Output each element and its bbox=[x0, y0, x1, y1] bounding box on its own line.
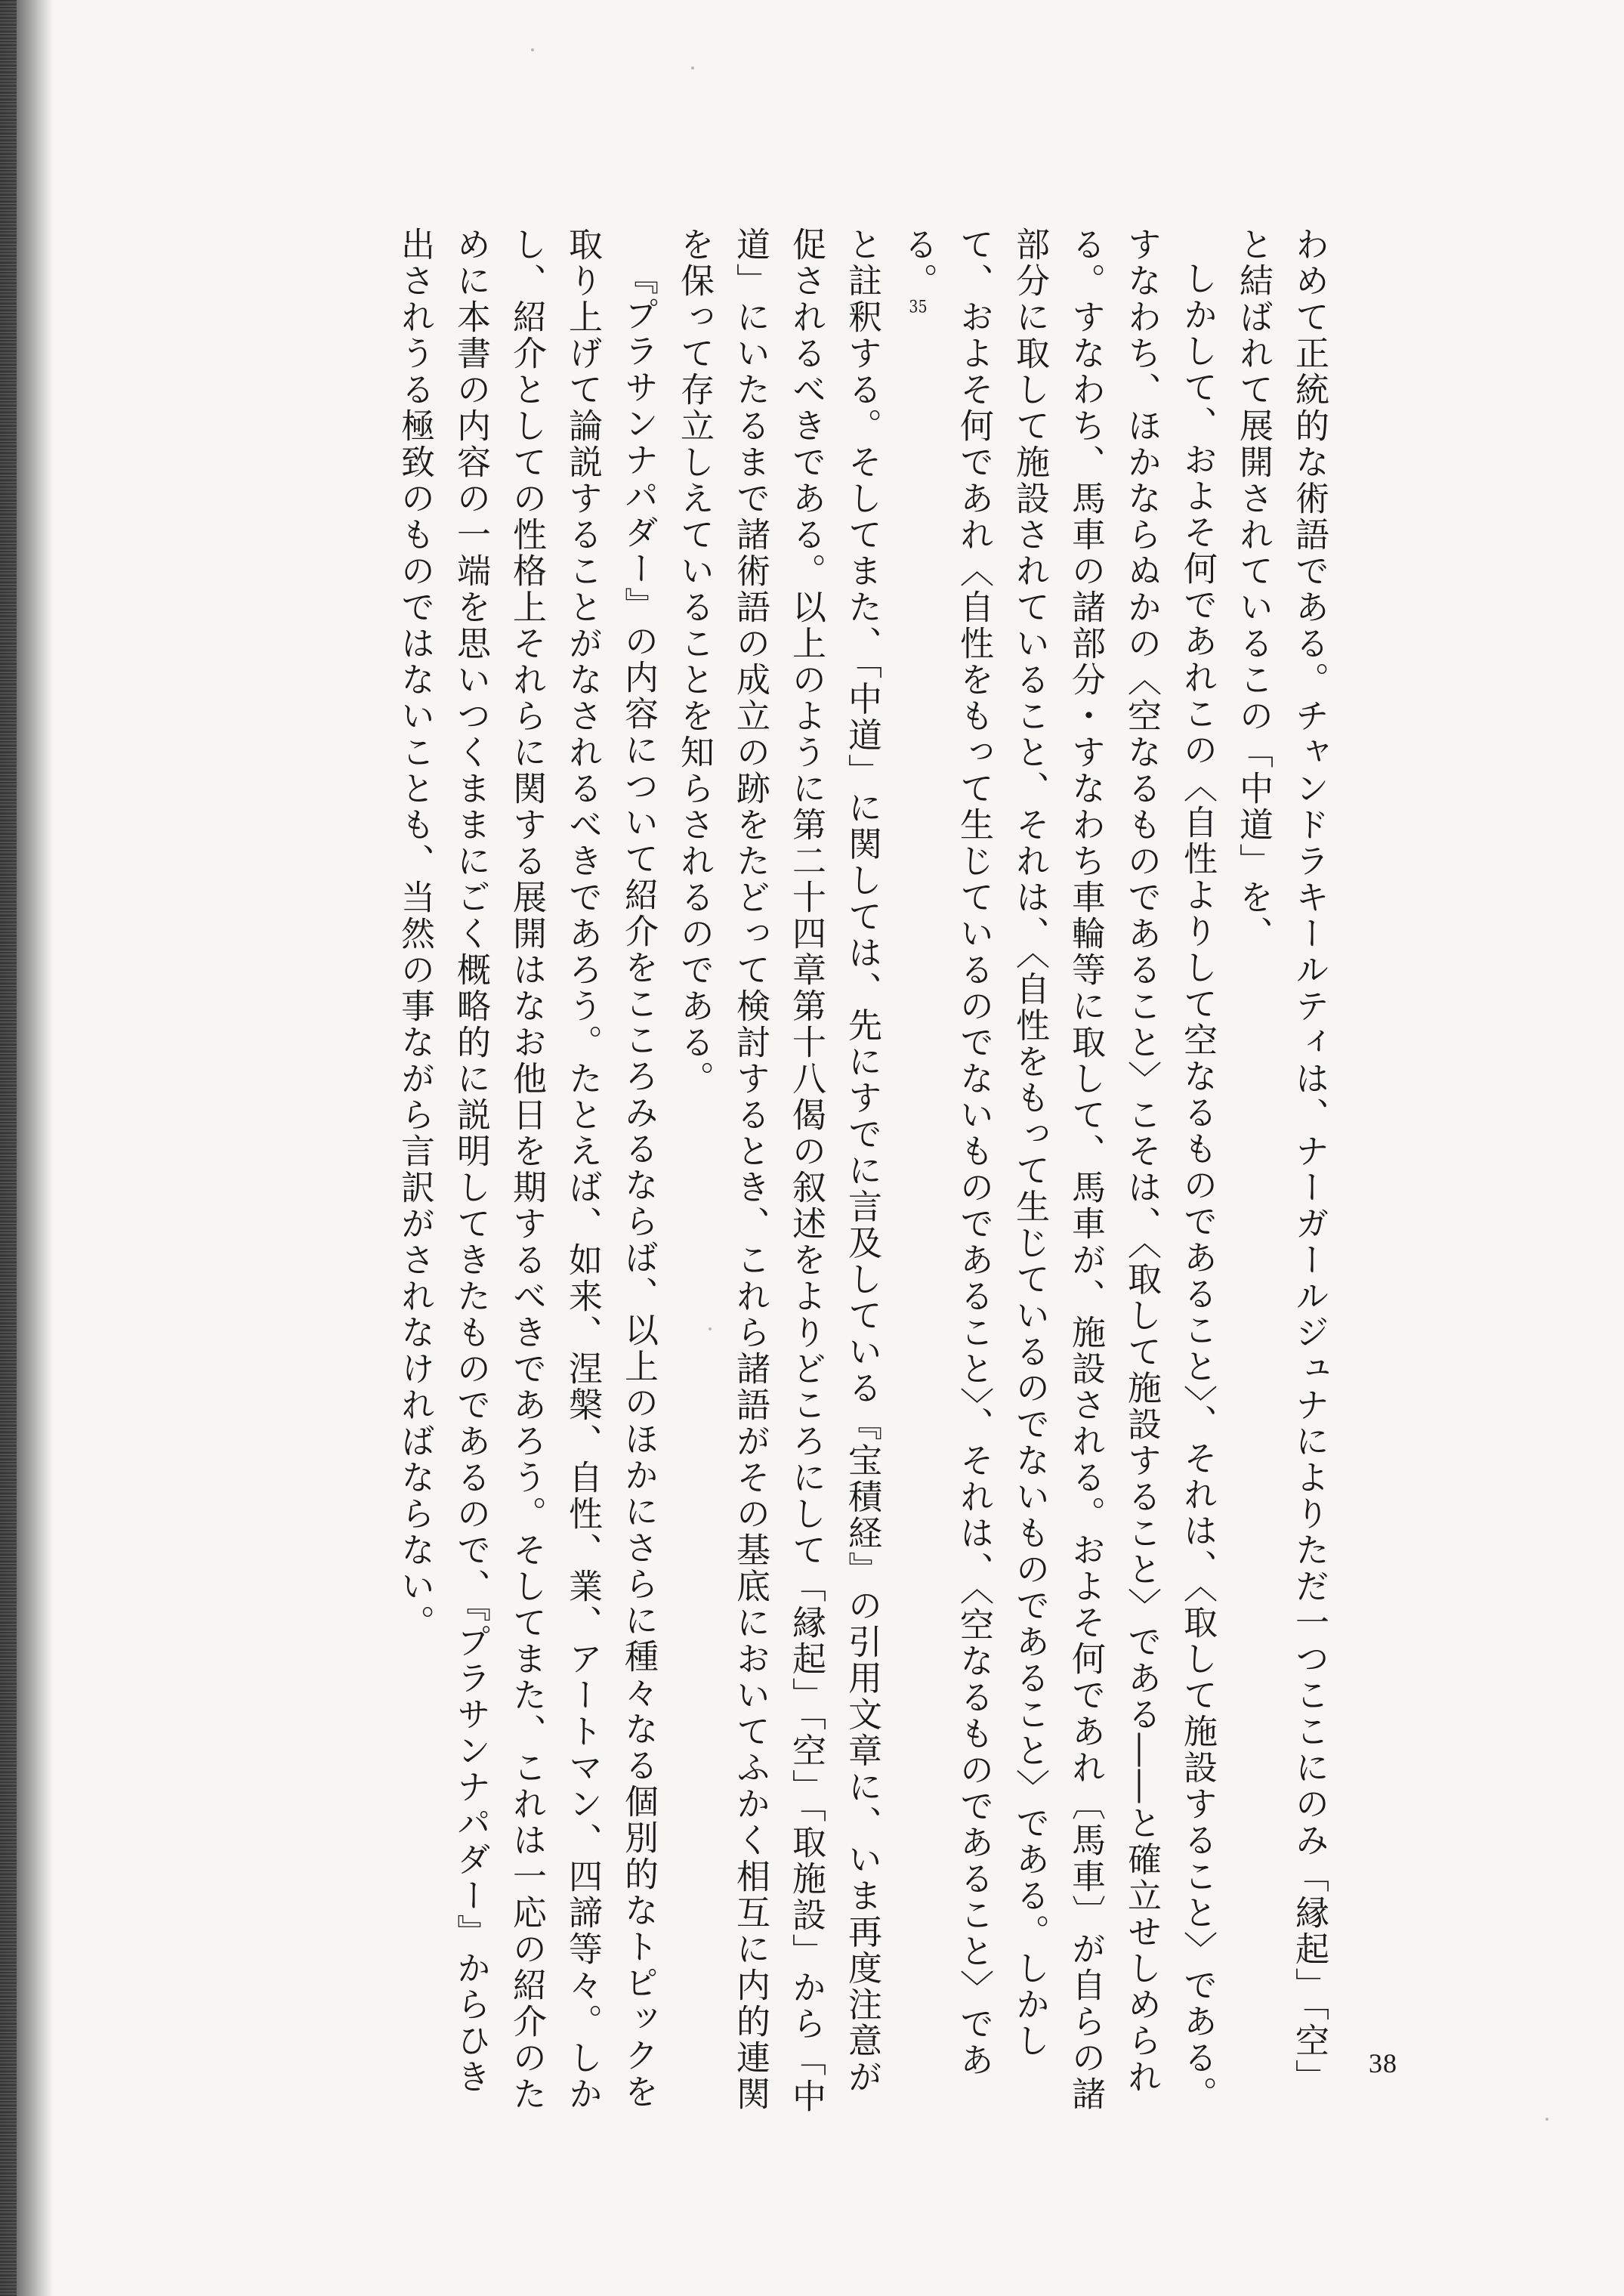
paragraph-prasannapada: 『プラサンナパダー』の内容について紹介をこころみるならば、以上のほかにさらに種々なる個別的なトピックを取り上げて論説することがなされるべきであろう。たとえば、如来、涅槃、自性、業、アートマン、四諦等々。しかし、紹介としての性格上それらに関する展開はなお他日を期するべきであろう。そしてまた、これは一応の紹介のために本書の内容の一端を思いつくままにごく概略的に説明してきたものであるので、『プラサンナパダー』からひき出されうる極致のものではないことも、当然の事ながら言訳がされなければならない。 bbox=[395, 227, 659, 2112]
quotation-text: しかして、およそ何であれこの〈自性よりして空なるものであること〉、それは、〈取して施設すること〉である。すなわち、ほかならぬかの〈空なるものであること〉こそは、〈取して施設すること〉である――と確立せしめられる。すなわち、馬車の諸部分・すなわち車輪等に取して、馬車が、施設される。およそ何であれ〔馬車〕が自らの諸部分に取して施設されていること、それは、〈自性をもって生じているのでないものであること〉である。しかして、およそ何であれ〈自性をもって生じているのでないものであること〉、それは、〈空なるものであること〉である。 bbox=[898, 227, 1218, 2112]
vertical-text-body bbox=[159, 227, 1337, 2131]
scan-speck bbox=[531, 48, 534, 51]
paragraph-commentary: と註釈する。そしてまた、「中道」に関しては、先にすでに言及している『宝積経』の引用文章に、いま再度注意が促されるべきである。以上のように第二十四章第十八偈の叙述をよりどころにして「縁起」「空」「取施設」から「中道」にいたるまで諸術語の成立の跡をたどって検討するとき、これら諸語がその基底においてふかく相互に内的連関を保って存立しえていることを知らされるのである。 bbox=[675, 227, 882, 2115]
scan-speck bbox=[1545, 2118, 1548, 2121]
paragraph-continuation: わめて正統的な術語である。チャンドラキールティは、ナーガールジュナによりただ一つここにのみ「縁起」「空」と結ばれて展開されているこの「中道」を、 bbox=[1233, 227, 1329, 2096]
paragraph-quotation bbox=[890, 227, 1225, 2131]
binding-edge bbox=[0, 0, 17, 2296]
page-number: 38 bbox=[1369, 2048, 1397, 2078]
footnote-marker: 35 bbox=[909, 299, 928, 316]
scan-speck bbox=[691, 66, 694, 70]
